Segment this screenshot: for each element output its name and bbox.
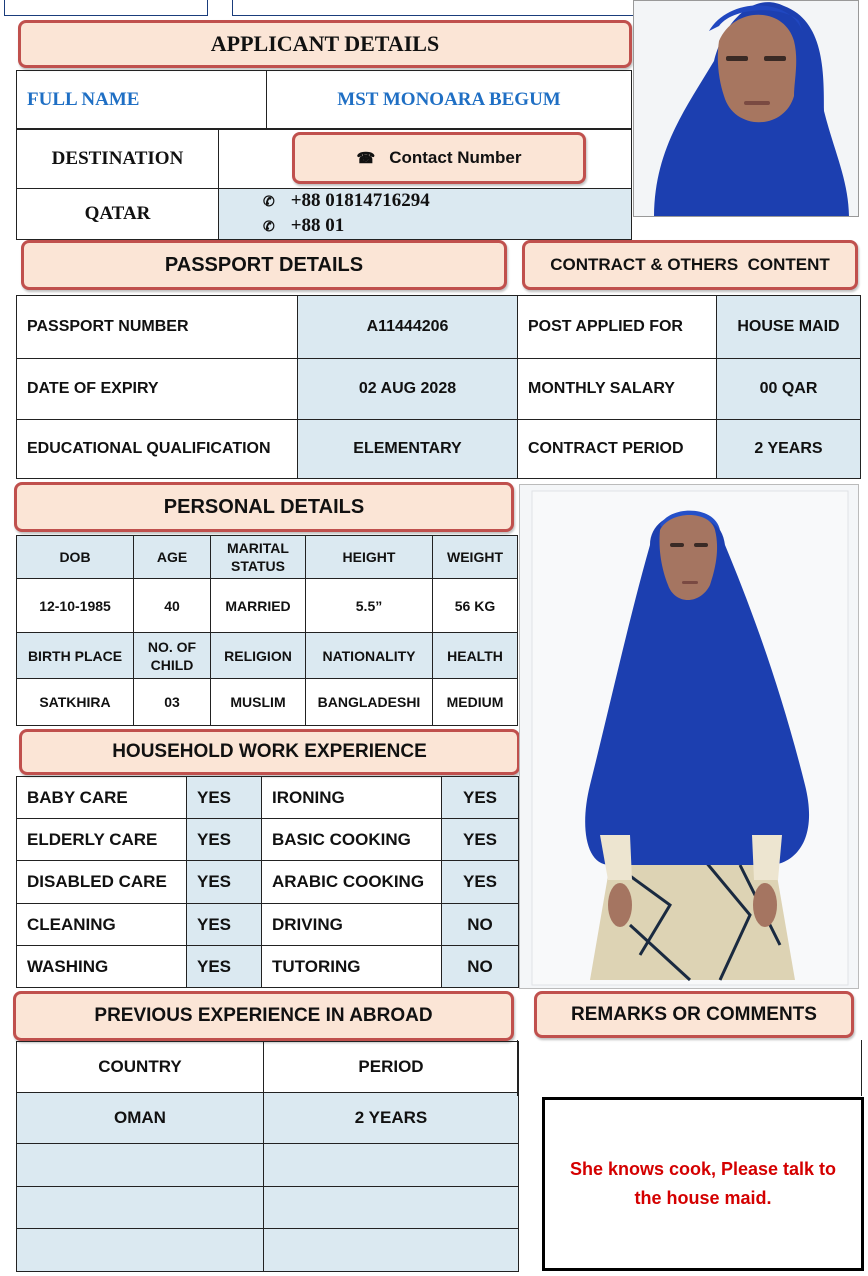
marital-value (210, 578, 306, 633)
household-value-b-0: YES (462, 787, 498, 807)
contract-title: CONTRACT & OTHERS CONTENT (550, 255, 830, 274)
expiry-value (297, 358, 518, 420)
household-value-b-4: NO (467, 956, 493, 976)
household-skill (16, 776, 187, 819)
household-header (19, 729, 520, 775)
household-skill (16, 818, 187, 861)
remarks-area-outline (517, 1040, 862, 1096)
personal-details-header (14, 482, 514, 532)
contact-number-header (292, 132, 586, 184)
household-value (186, 860, 262, 904)
personal-header-2-2: RELIGION (224, 647, 292, 664)
household-value-b-1: YES (462, 829, 498, 849)
passport-label-0: PASSPORT NUMBER (27, 318, 189, 335)
household-skill (16, 860, 187, 904)
post-applied-value (716, 295, 861, 359)
country-column-header (16, 1041, 264, 1093)
phone-2-row (263, 214, 344, 239)
household-skill-a-4: WASHING (27, 956, 109, 976)
household-skill (16, 945, 187, 988)
personal-value-1-0: 12-10-1985 (39, 597, 111, 614)
household-skill (261, 945, 442, 988)
health-header (432, 632, 518, 679)
destination-value-text: QATAR (84, 203, 151, 224)
household-skill (16, 903, 187, 946)
passport-number-value (297, 295, 518, 359)
abroad-empty-cell (263, 1186, 519, 1229)
household-value (441, 776, 519, 819)
household-skill (261, 776, 442, 819)
phone-icon: ✆ (263, 220, 275, 235)
passport-value-1: 02 AUG 2028 (358, 380, 457, 397)
education-value (297, 419, 518, 479)
age-value (133, 578, 211, 633)
contract-label-1: MONTHLY SALARY (528, 380, 675, 397)
household-value-a-4: YES (197, 956, 232, 976)
household-value-a-3: YES (197, 914, 232, 934)
personal-header-1-4: WEIGHT (447, 549, 503, 565)
household-value-a-1: YES (197, 829, 232, 849)
household-value (441, 945, 519, 988)
household-skill-b-2: ARABIC COOKING (272, 872, 425, 891)
remarks-title: REMARKS OR COMMENTS (571, 1003, 817, 1025)
abroad-country-0: OMAN (114, 1108, 166, 1127)
personal-value-2-4: MEDIUM (446, 694, 504, 710)
personal-details-title: PERSONAL DETAILS (163, 495, 365, 518)
dob-header (16, 535, 134, 579)
abroad-header (13, 991, 514, 1041)
education-label (16, 419, 298, 479)
contact-number-label: Contact Number (389, 148, 522, 167)
household-value (441, 860, 519, 904)
religion-header (210, 632, 306, 679)
household-value (186, 818, 262, 861)
household-skill (261, 903, 442, 946)
post-applied-label (517, 295, 717, 359)
contract-header (522, 240, 858, 290)
weight-header (432, 535, 518, 579)
abroad-title: PREVIOUS EXPERIENCE IN ABROAD (94, 1005, 433, 1026)
personal-header-1-2: MARITAL STATUS (227, 540, 289, 574)
remarks-box (542, 1097, 864, 1271)
destination-value (16, 188, 219, 240)
abroad-empty-cell (263, 1228, 519, 1272)
passport-value-2: ELEMENTARY (353, 440, 462, 457)
contract-value-1: 00 QAR (759, 380, 818, 397)
household-value (186, 903, 262, 946)
marital-header (210, 535, 306, 579)
personal-header-1-3: HEIGHT (342, 549, 396, 565)
abroad-col-country: COUNTRY (98, 1057, 182, 1076)
abroad-empty-cell (16, 1228, 264, 1272)
household-skill-a-0: BABY CARE (27, 787, 128, 807)
passport-details-header (21, 240, 507, 290)
age-header (133, 535, 211, 579)
household-value-b-2: YES (462, 872, 498, 891)
phone-1-row (263, 189, 430, 214)
household-value (186, 945, 262, 988)
contract-label-0: POST APPLIED FOR (528, 318, 683, 335)
salary-label (517, 358, 717, 420)
abroad-empty-cell (16, 1143, 264, 1187)
top-box-left (4, 0, 208, 16)
passport-value-0: A11444206 (366, 318, 449, 335)
religion-value (210, 678, 306, 726)
height-value (305, 578, 433, 633)
household-value-b-3: NO (467, 914, 493, 934)
full-name-label-text: FULL NAME (27, 88, 140, 110)
salary-value (716, 358, 861, 420)
phone-1: +88 01814716294 (290, 190, 430, 211)
household-value-a-0: YES (197, 787, 232, 807)
passport-label-2: EDUCATIONAL QUALIFICATION (27, 440, 271, 457)
personal-header-2-0: BIRTH PLACE (27, 647, 123, 664)
personal-value-1-3: 5.5” (355, 597, 383, 614)
birth-place-value (16, 678, 134, 726)
household-skill-b-1: BASIC COOKING (272, 829, 411, 849)
contract-value-0: HOUSE MAID (737, 318, 840, 335)
remarks-header (534, 991, 854, 1038)
full-name-value (266, 70, 632, 129)
personal-header-2-4: HEALTH (447, 647, 503, 664)
personal-value-1-4: 56 KG (454, 597, 496, 614)
full-name-value-text: MST MONOARA BEGUM (337, 88, 561, 110)
household-title: HOUSEHOLD WORK EXPERIENCE (112, 741, 427, 762)
period-column-header (263, 1041, 519, 1093)
health-value (432, 678, 518, 726)
contract-value-2: 2 YEARS (754, 440, 823, 457)
household-skill-b-3: DRIVING (272, 914, 343, 934)
portrait-photo (633, 0, 859, 217)
expiry-label (16, 358, 298, 420)
weight-value (432, 578, 518, 633)
phone-icon: ✆ (263, 195, 275, 210)
household-skill (261, 860, 442, 904)
personal-value-1-1: 40 (164, 597, 180, 614)
household-skill (261, 818, 442, 861)
household-skill-a-2: DISABLED CARE (27, 872, 167, 891)
passport-label-1: DATE OF EXPIRY (27, 380, 159, 397)
personal-header-2-1: NO. OF CHILD (147, 638, 197, 673)
destination-label-text: DESTINATION (51, 148, 184, 169)
full-length-photo (519, 484, 859, 989)
personal-value-2-2: MUSLIM (230, 694, 286, 710)
passport-number-label (16, 295, 298, 359)
household-skill-a-1: ELDERLY CARE (27, 829, 158, 849)
personal-header-1-0: DOB (59, 549, 91, 565)
contract-period-value (716, 419, 861, 479)
personal-header-2-3: NATIONALITY (322, 647, 416, 664)
abroad-period-value (263, 1092, 519, 1144)
applicant-details-title: APPLICANT DETAILS (210, 31, 440, 56)
household-value (186, 776, 262, 819)
abroad-country-value (16, 1092, 264, 1144)
birth-place-header (16, 632, 134, 679)
passport-details-title: PASSPORT DETAILS (164, 253, 364, 276)
abroad-empty-cell (263, 1143, 519, 1187)
personal-value-2-0: SATKHIRA (39, 694, 111, 710)
phone-icon: ☎ (356, 150, 376, 167)
abroad-period-0: 2 YEARS (354, 1108, 428, 1127)
dob-value (16, 578, 134, 633)
household-skill-b-4: TUTORING (272, 956, 361, 976)
personal-value-1-2: MARRIED (225, 597, 291, 614)
nationality-value (305, 678, 433, 726)
personal-value-2-3: BANGLADESHI (317, 694, 421, 710)
contract-label-2: CONTRACT PERIOD (528, 440, 684, 457)
applicant-details-header (18, 20, 632, 68)
personal-header-1-1: AGE (156, 549, 188, 565)
top-box-right (232, 0, 634, 16)
children-value (133, 678, 211, 726)
household-value-a-2: YES (197, 872, 232, 891)
household-skill-b-0: IRONING (272, 787, 345, 807)
phone-2: +88 01 (290, 215, 345, 236)
abroad-empty-cell (16, 1186, 264, 1229)
phone-numbers (218, 188, 632, 240)
portrait-illustration (634, 1, 859, 217)
nationality-header (305, 632, 433, 679)
full-name-label (16, 70, 267, 129)
full-length-illustration (520, 485, 859, 989)
household-value (441, 818, 519, 861)
children-header (133, 632, 211, 679)
height-header (305, 535, 433, 579)
abroad-col-period: PERIOD (358, 1057, 424, 1076)
destination-label (16, 129, 219, 189)
remarks-text: She knows cook, Please talk to the house maid. (569, 1159, 837, 1208)
household-skill-a-3: CLEANING (27, 914, 116, 934)
household-value (441, 903, 519, 946)
personal-value-2-1: 03 (164, 694, 180, 710)
contract-period-label (517, 419, 717, 479)
